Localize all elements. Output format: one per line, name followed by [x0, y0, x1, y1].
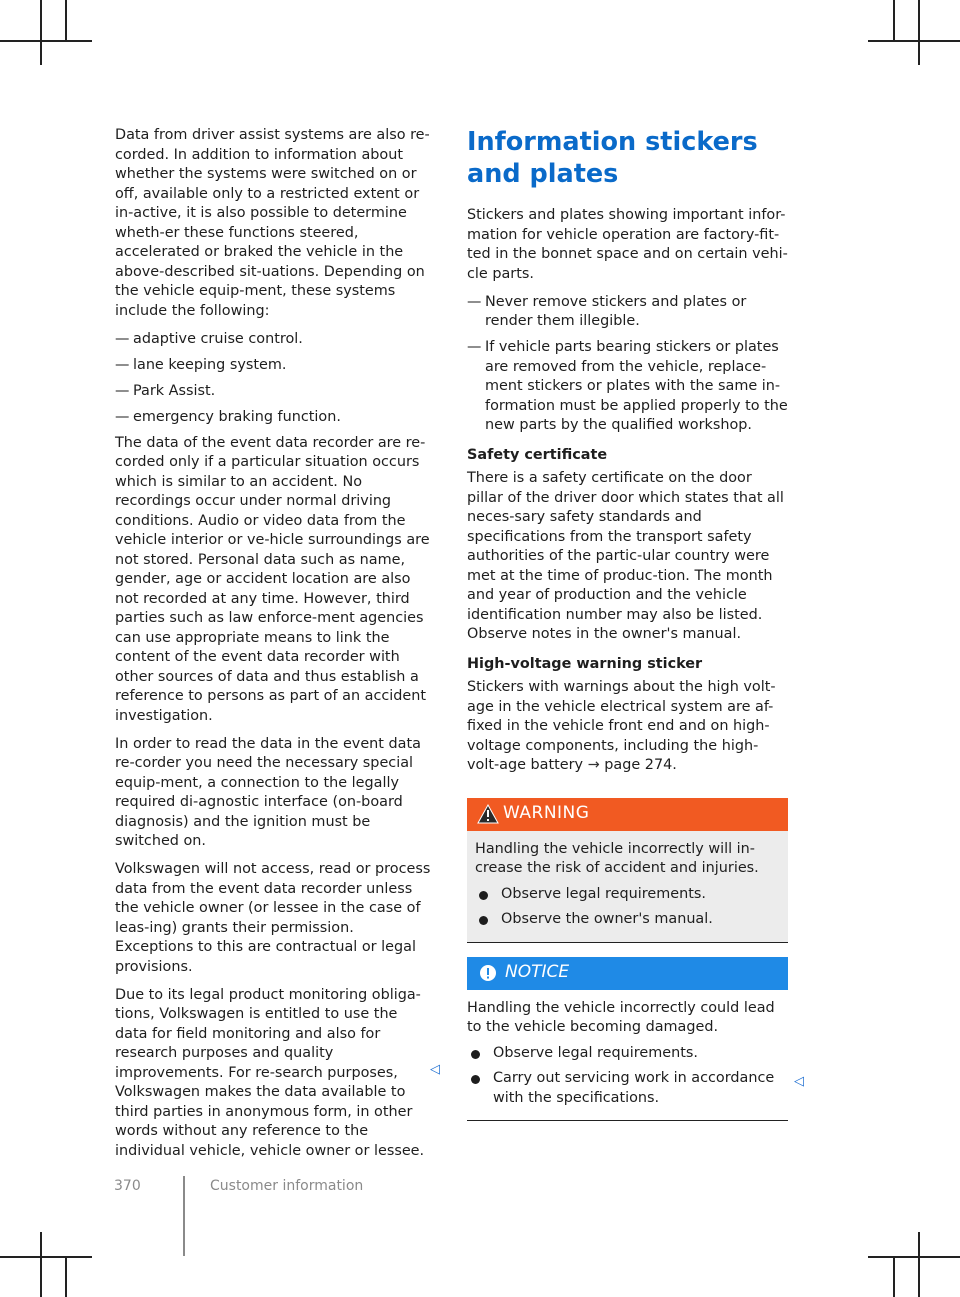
list-item: — adaptive cruise control. [115, 330, 433, 350]
list-item: Observe legal requirements. [467, 1044, 778, 1064]
dash-marker: — [115, 330, 130, 347]
crop-mark [918, 1232, 920, 1297]
section-end-icon: ◁ [794, 1074, 804, 1089]
stickers-intro: Stickers and plates showing important infor-mation for vehicle operation are factory-fit-ted in the bonnet space and on certain vehi-cle parts. [467, 207, 788, 282]
crop-mark [868, 40, 960, 42]
dash-marker: — [115, 382, 130, 399]
warning-text: Handling the vehicle incorrectly will in-crease the risk of accident and injuries. [475, 840, 759, 876]
high-voltage-title: High-voltage warning sticker [467, 655, 703, 672]
list-item: — Park Assist. [115, 382, 433, 402]
read-data-paragraph: In order to read the data in the event data re-corder you need the necessary special equip-ment, a connection to the legally required di-agnostic interface (on-board diagnosis) and the ignition must be switched on. [115, 735, 421, 849]
list-item: — lane keeping system. [115, 356, 433, 376]
list-item: — Never remove stickers and plates or render them illegible. [467, 293, 747, 329]
footer-divider [183, 1176, 185, 1256]
page-number: 370 [114, 1178, 141, 1194]
arrow-right-icon: → [587, 757, 600, 773]
bullet-icon [471, 1075, 480, 1084]
section-heading: Information stickers and plates [467, 127, 758, 189]
safety-certificate-text: There is a safety certificate on the door pillar of the driver door which states that all neces-sary safety standards and specifications from the transport safety authorities of the partic-ular country were met at the time of produc-tion. The month and year of production and the vehicle identification number may also be listed. Observe notes in the owner's manual. [467, 470, 784, 642]
crop-mark [918, 0, 920, 65]
right-column [467, 126, 788, 1121]
notice-body [467, 990, 788, 1122]
bullet-icon [479, 916, 488, 925]
crop-mark [893, 1256, 895, 1297]
bullet-icon [479, 891, 488, 900]
warning-body [467, 831, 788, 943]
crop-mark [893, 0, 895, 40]
warning-triangle-icon [477, 804, 499, 824]
list-item: Observe legal requirements. [475, 885, 778, 905]
monitoring-paragraph: Due to its legal product monitoring obliga-tions, Volkswagen is entitled to use the data for field monitoring and also for research purposes and quality improvements. For re-search purposes, Volkswagen makes the data available to third parties in anonymous form, in other words without any reference to the individual vehicle, vehicle owner or lessee. [115, 986, 425, 1159]
page-reference-link[interactable]: page 274. [604, 757, 677, 773]
dash-marker: — [115, 356, 130, 373]
section-end-icon: ◁ [430, 1062, 440, 1077]
warning-header [467, 798, 788, 831]
warning-label: WARNING [503, 803, 590, 824]
exclamation-circle-icon [479, 964, 497, 982]
dash-marker: — [467, 293, 482, 310]
dash-marker: — [115, 408, 130, 425]
notice-label: NOTICE [505, 962, 570, 983]
footer-section-title: Customer information [210, 1178, 364, 1194]
crop-mark [0, 40, 92, 42]
recorder-paragraph: The data of the event data recorder are re-corded only if a particular situation occurs which is similar to an accident. No recordings occur under normal driving conditions. Audio or video data from the vehicle interior or ve-hicle surroundings are not stored. Personal data such as name, gender, age or accident location are also not recorded at any time. However, third parties such as law enforce-ment agencies can use appropriate means to link the content of the event data recorder with other sources of data and thus establish a reference to persons as part of an accident investigation. [115, 434, 430, 724]
list-item: — If vehicle parts bearing stickers or plates are removed from the vehicle, replace-ment stickers or plates with the same in-formation must be applied properly to the new parts by the qualified workshop. [467, 339, 788, 433]
crop-mark [40, 0, 42, 65]
crop-mark [868, 1256, 960, 1258]
dash-marker: — [467, 339, 482, 355]
left-column [115, 126, 433, 1170]
access-paragraph: Volkswagen will not access, read or process data from the event data recorder unless the vehicle owner (or lessee in the case of leas-ing) grants their permission. Exceptions to this are contractual or legal provisions. [115, 861, 431, 975]
crop-mark [65, 1256, 67, 1297]
bullet-icon [471, 1050, 480, 1059]
safety-certificate-title: Safety certificate [467, 446, 608, 463]
crop-mark [40, 1232, 42, 1297]
list-item: Carry out servicing work in accordance with the specifications. [467, 1069, 778, 1108]
list-item: — emergency braking function. [115, 408, 433, 428]
crop-mark [65, 0, 67, 40]
intro-paragraph: Data from driver assist systems are also re-corded. In addition to information about whether the systems were switched on or off, available only to a restricted extent or in-active, it is also possible to determine wheth-er these functions steered, accelerated or braked the vehicle in the above-described sit-uations. Depending on the vehicle equip-ment, these systems include the following: [115, 127, 430, 319]
notice-text: Handling the vehicle incorrectly could lead to the vehicle becoming damaged. [467, 999, 775, 1035]
list-item: Observe the owner's manual. [475, 910, 778, 930]
crop-mark [0, 1256, 92, 1258]
notice-header [467, 957, 788, 990]
high-voltage-text: Stickers with warnings about the high volt-age in the vehicle electrical system are af-fixed in the vehicle front end and on high-voltage components, including the high-volt-age battery → page 274. [467, 679, 776, 773]
